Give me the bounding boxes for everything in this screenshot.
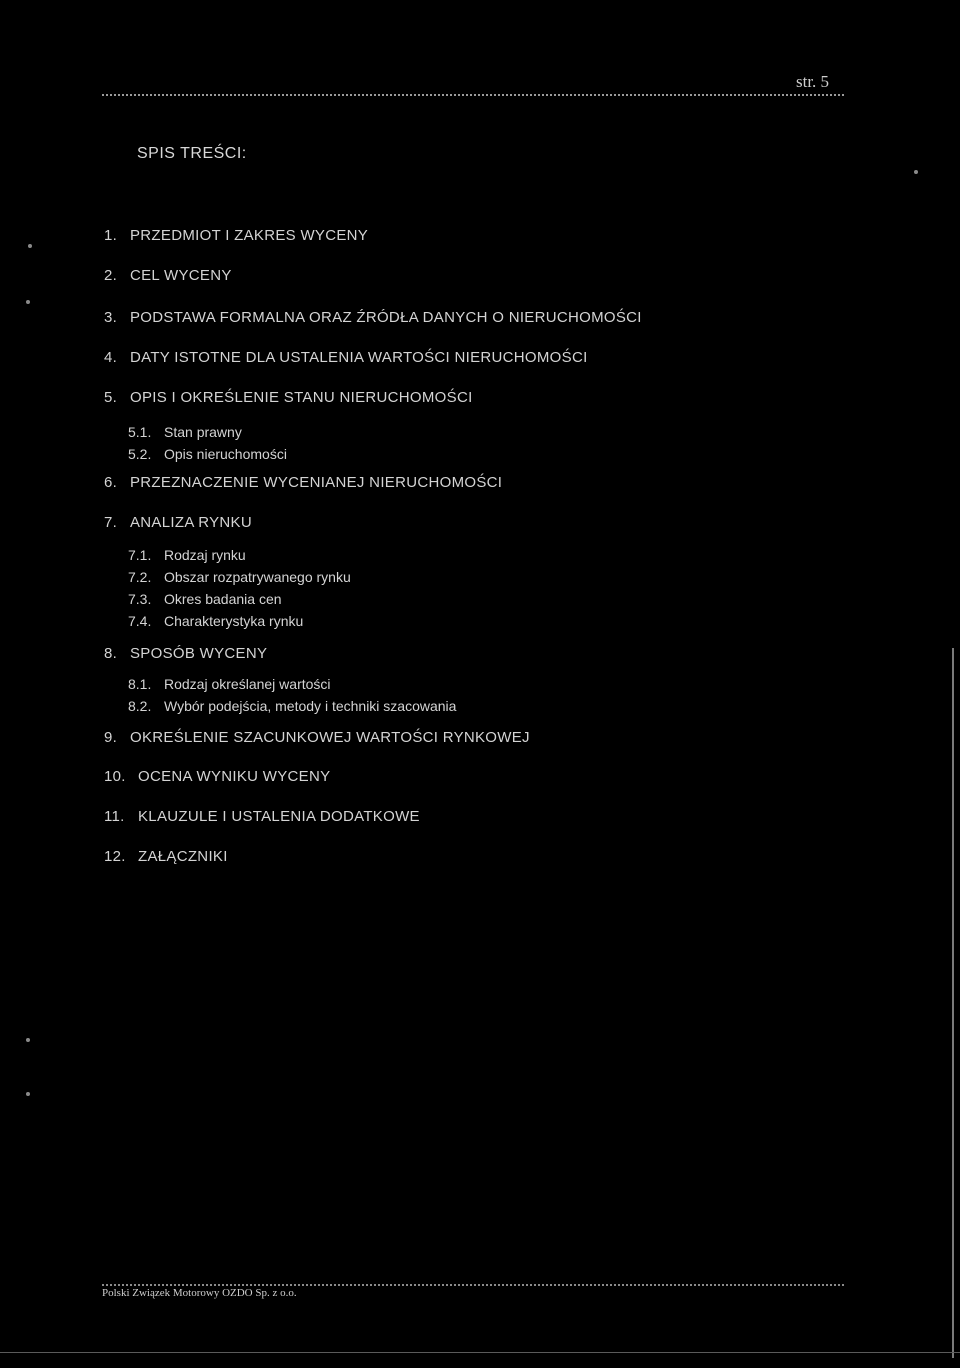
toc-item: 11. KLAUZULE I USTALENIA DODATKOWE <box>104 808 420 825</box>
toc-subitem: 7.4. Charakterystyka rynku <box>128 613 304 629</box>
scan-speck <box>26 1092 30 1096</box>
footer-company: Polski Związek Motorowy OZDO Sp. z o.o. <box>102 1287 297 1299</box>
toc-item: 6. PRZEZNACZENIE WYCENIANEJ NIERUCHOMOŚCI <box>104 474 503 491</box>
toc-subitem: 7.2. Obszar rozpatrywanego rynku <box>128 569 351 585</box>
scan-edge-line <box>952 648 954 1358</box>
toc-item: 10. OCENA WYNIKU WYCENY <box>104 768 331 785</box>
toc-subitem: 8.2. Wybór podejścia, metody i techniki szacowania <box>128 698 457 714</box>
scan-speck <box>914 170 918 174</box>
toc-subitem: 7.3. Okres badania cen <box>128 591 282 607</box>
scan-speck <box>26 300 30 304</box>
page-number: str. 5 <box>796 72 830 91</box>
footer-divider <box>102 1284 844 1286</box>
toc-title: SPIS TREŚCI: <box>137 145 247 162</box>
toc-item: 1. PRZEDMIOT I ZAKRES WYCENY <box>104 227 369 244</box>
toc-item: 4. DATY ISTOTNE DLA USTALENIA WARTOŚCI NIERUCHOMOŚCI <box>104 349 588 366</box>
toc-subitem: 8.1. Rodzaj określanej wartości <box>128 676 331 692</box>
scan-speck <box>26 1038 30 1042</box>
toc-item: 5. OPIS I OKREŚLENIE STANU NIERUCHOMOŚCI <box>104 389 473 406</box>
toc-item: 12. ZAŁĄCZNIKI <box>104 848 228 865</box>
toc-item: 8. SPOSÓB WYCENY <box>104 645 268 662</box>
toc-subitem: 5.1. Stan prawny <box>128 424 242 440</box>
toc-item: 7. ANALIZA RYNKU <box>104 514 252 531</box>
scan-speck <box>28 244 32 248</box>
toc-item: 9. OKREŚLENIE SZACUNKOWEJ WARTOŚCI RYNKOWEJ <box>104 729 530 746</box>
toc-subitem: 5.2. Opis nieruchomości <box>128 446 287 462</box>
toc-item: 3. PODSTAWA FORMALNA ORAZ ŹRÓDŁA DANYCH O NIERUCHOMOŚCI <box>104 309 642 326</box>
toc-subitem: 7.1. Rodzaj rynku <box>128 547 246 563</box>
toc-item: 2. CEL WYCENY <box>104 267 232 284</box>
scan-bottom-line <box>0 1352 960 1353</box>
